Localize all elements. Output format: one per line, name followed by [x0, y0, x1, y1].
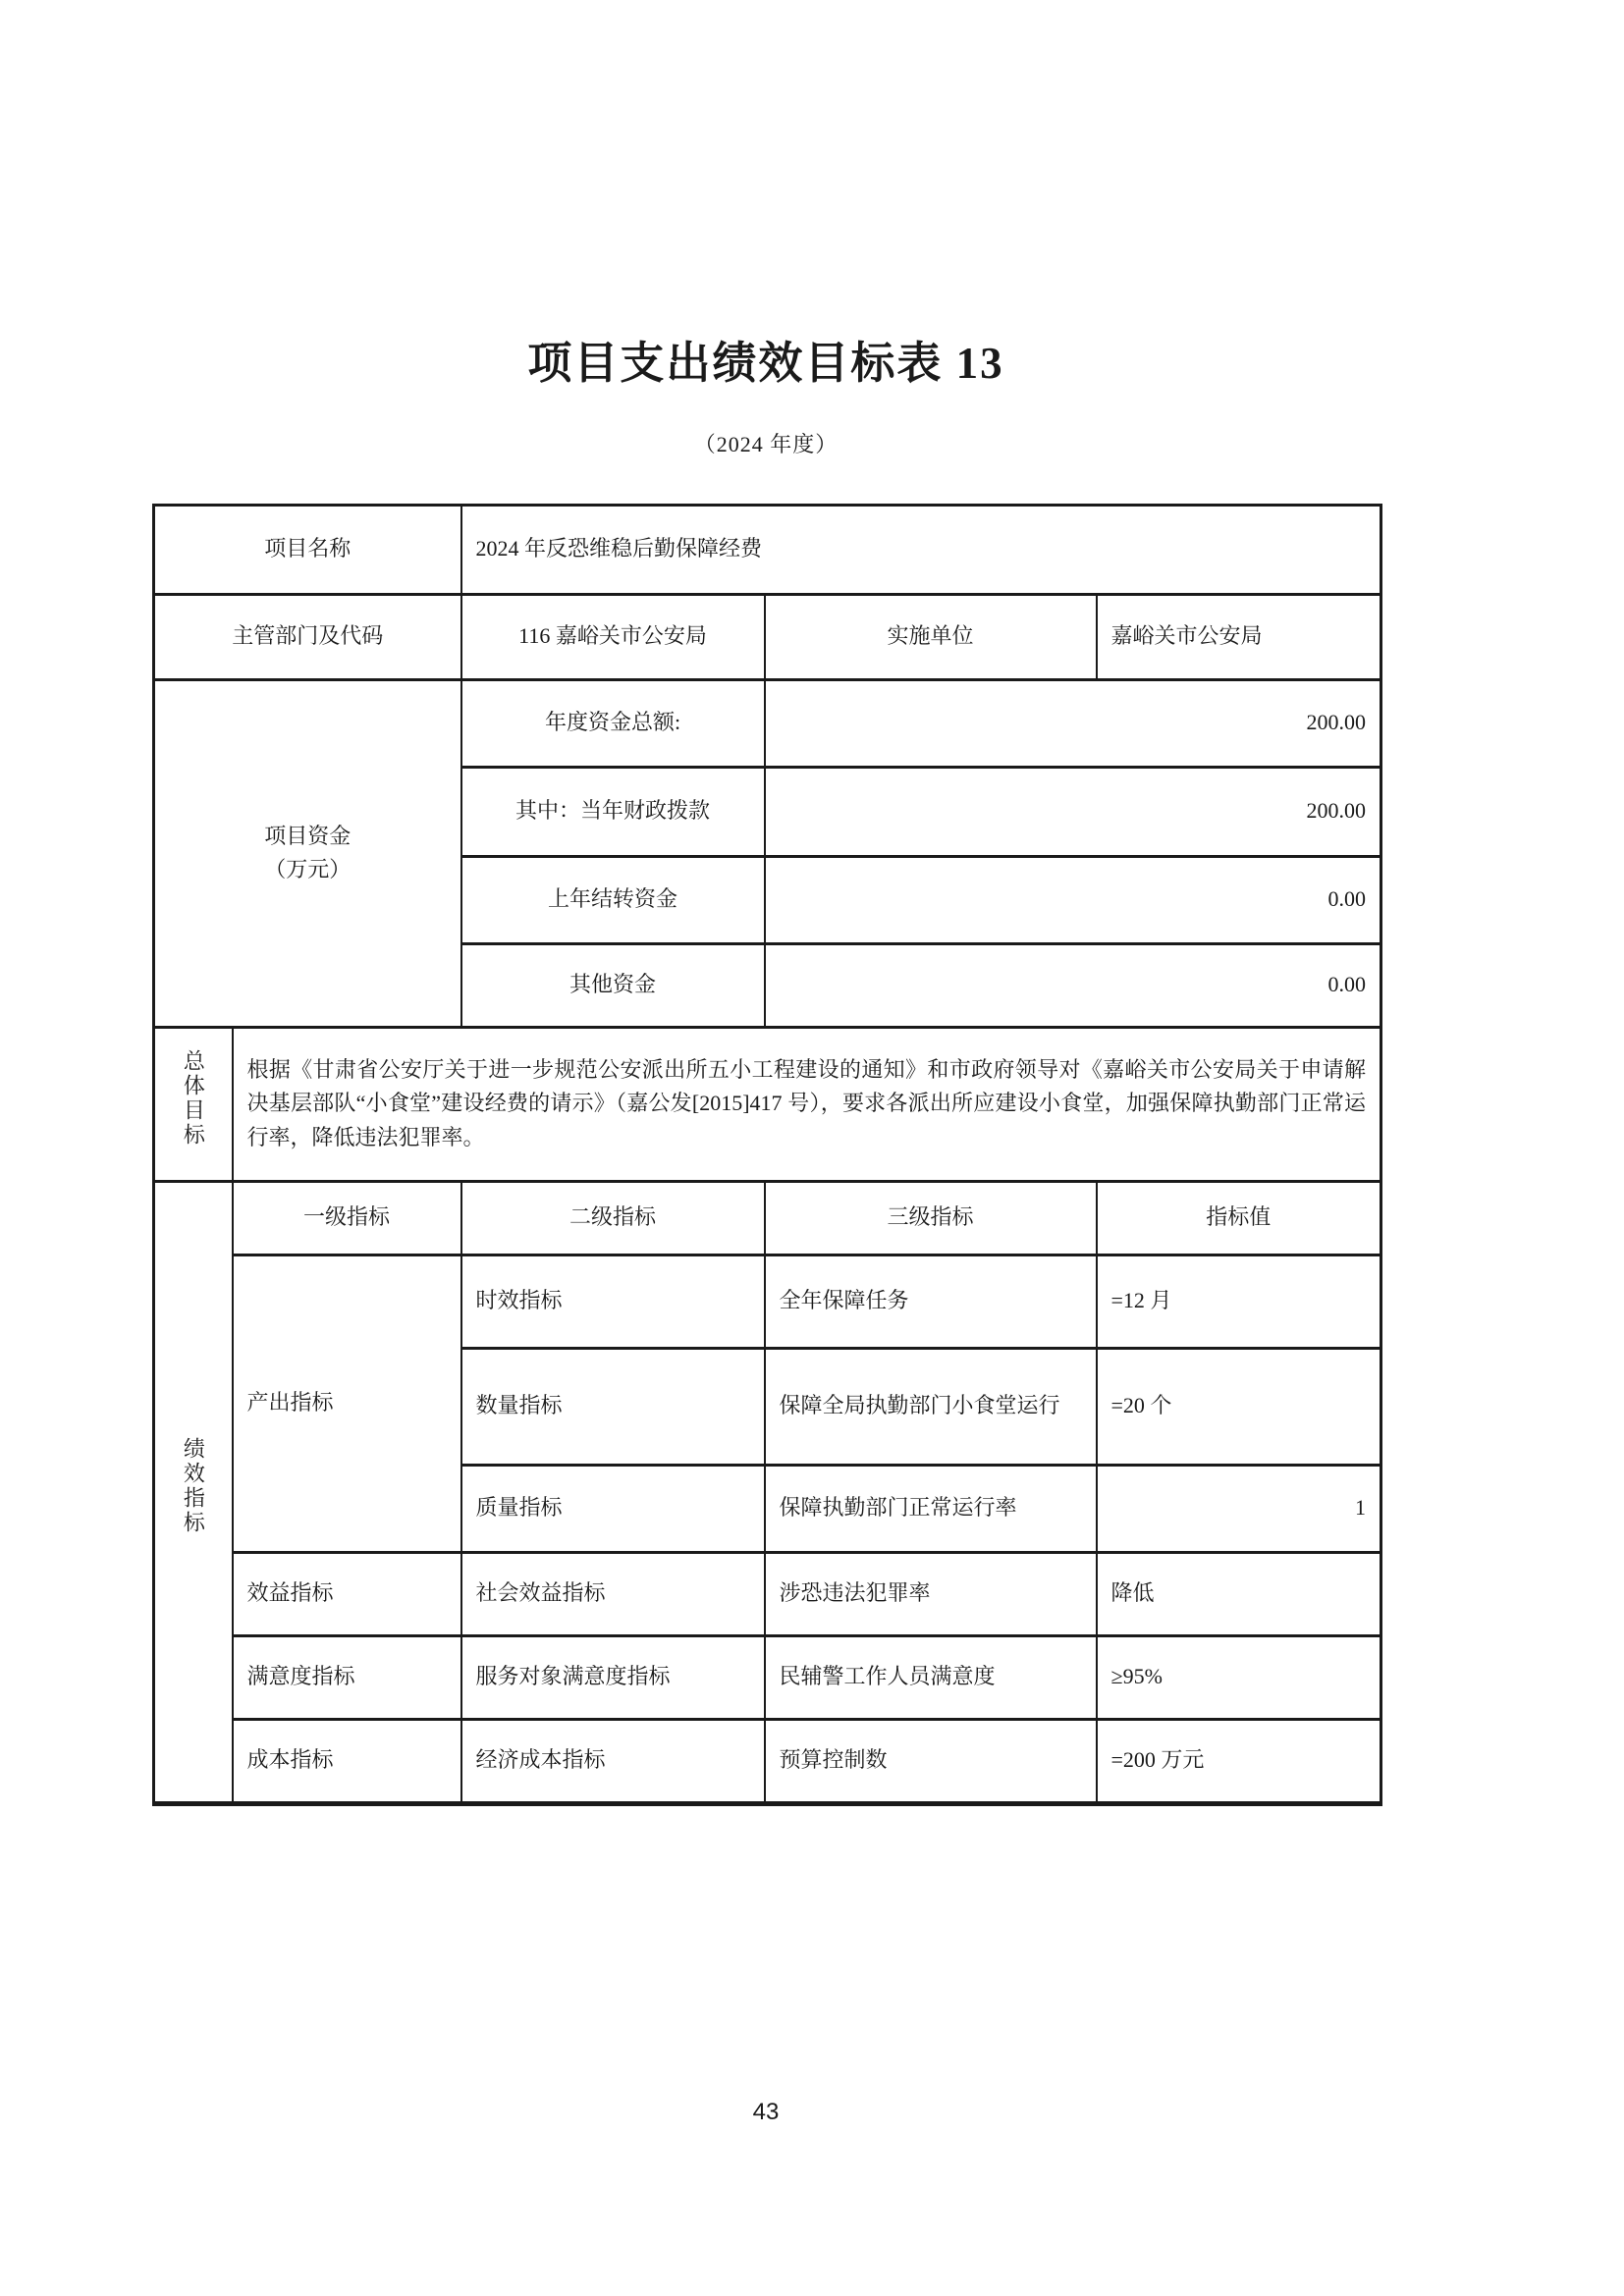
- perf-l2-quantity: 数量指标: [461, 1348, 765, 1465]
- perf-value-95pct: ≥95%: [1097, 1635, 1381, 1719]
- perf-l2-economic-cost: 经济成本指标: [461, 1719, 765, 1803]
- row-perf-cost: [154, 1719, 1381, 1803]
- row-project-name: [154, 505, 1381, 594]
- dept-label: 主管部门及代码: [154, 594, 461, 679]
- funds-allocation-value: 200.00: [765, 767, 1381, 856]
- row-perf-satisfaction: [154, 1635, 1381, 1719]
- perf-label: 绩效指标: [181, 1437, 206, 1536]
- perf-l1-benefit: 效益指标: [233, 1552, 461, 1635]
- funds-carryover-value: 0.00: [765, 856, 1381, 943]
- perf-l3-budget-control: 预算控制数: [765, 1719, 1097, 1803]
- page-title: 项目支出绩效目标表 13: [527, 339, 1004, 388]
- row-perf-timeliness: [154, 1255, 1381, 1348]
- perf-l3-staff-satisfaction: 民辅警工作人员满意度: [765, 1635, 1097, 1719]
- perf-l3-crime-rate: 涉恐违法犯罪率: [765, 1552, 1097, 1635]
- perf-l1-satisfaction: 满意度指标: [233, 1635, 461, 1719]
- perf-value-decrease: 降低: [1097, 1552, 1381, 1635]
- funds-total-value: 200.00: [765, 679, 1381, 767]
- perf-value-200wan: =200 万元: [1097, 1719, 1381, 1803]
- overall-goal-label-cell: [154, 1027, 233, 1181]
- row-overall-goal: [154, 1027, 1381, 1181]
- row-perf-header: [154, 1181, 1381, 1255]
- funds-other-label: 其他资金: [461, 943, 765, 1027]
- perf-l3-operation-rate: 保障执勤部门正常运行率: [765, 1465, 1097, 1552]
- perf-l1-output: 产出指标: [233, 1255, 461, 1552]
- overall-goal-text: 根据《甘肃省公安厅关于进一步规范公安派出所五小工程建设的通知》和市政府领导对《嘉峪关市公安局关于申请解决基层部队“小食堂”建设经费的请示》（嘉公发[2015]417 号），要求各派出所应建设小食堂，加强保障执勤部门正常运行率，降低违法犯罪率。: [233, 1027, 1381, 1181]
- impl-unit-label: 实施单位: [765, 594, 1097, 679]
- perf-value-20units: =20 个: [1097, 1348, 1381, 1465]
- funds-total-label: 年度资金总额:: [461, 679, 765, 767]
- funds-other-value: 0.00: [765, 943, 1381, 1027]
- perf-l2-quality: 质量指标: [461, 1465, 765, 1552]
- overall-goal-label: 总体目标: [181, 1049, 206, 1148]
- row-funds-total: [154, 679, 1381, 767]
- page-subtitle: （2024 年度）: [693, 431, 839, 456]
- funds-carryover-label: 上年结转资金: [461, 856, 765, 943]
- funds-label-cell: [154, 679, 461, 1027]
- funds-label-line2: （万元）: [264, 857, 352, 881]
- document-content: [152, 0, 1380, 1806]
- perf-l2-timeliness: 时效指标: [461, 1255, 765, 1348]
- perf-l1-cost: 成本指标: [233, 1719, 461, 1803]
- row-dept: [154, 594, 1381, 679]
- dept-value: 116 嘉峪关市公安局: [461, 594, 765, 679]
- perf-l2-service-satisfaction: 服务对象满意度指标: [461, 1635, 765, 1719]
- perf-l2-social-benefit: 社会效益指标: [461, 1552, 765, 1635]
- funds-allocation-label: 其中：当年财政拨款: [461, 767, 765, 856]
- perf-value-12months: =12 月: [1097, 1255, 1381, 1348]
- perf-value-1: 1: [1097, 1465, 1381, 1552]
- impl-unit-value: 嘉峪关市公安局: [1097, 594, 1381, 679]
- project-name-label: 项目名称: [154, 505, 461, 594]
- row-perf-benefit: [154, 1552, 1381, 1635]
- perf-header-value: 指标值: [1097, 1181, 1381, 1255]
- page-number: 43: [752, 2099, 780, 2125]
- performance-target-table: [152, 504, 1382, 1806]
- funds-label-line1: 项目资金: [264, 823, 352, 848]
- perf-header-l2: 二级指标: [461, 1181, 765, 1255]
- perf-header-l1: 一级指标: [233, 1181, 461, 1255]
- perf-l3-canteen-operation: 保障全局执勤部门小食堂运行: [765, 1348, 1097, 1465]
- perf-label-cell: [154, 1181, 233, 1803]
- perf-l3-annual-task: 全年保障任务: [765, 1255, 1097, 1348]
- project-name-value: 2024 年反恐维稳后勤保障经费: [461, 505, 1381, 594]
- perf-header-l3: 三级指标: [765, 1181, 1097, 1255]
